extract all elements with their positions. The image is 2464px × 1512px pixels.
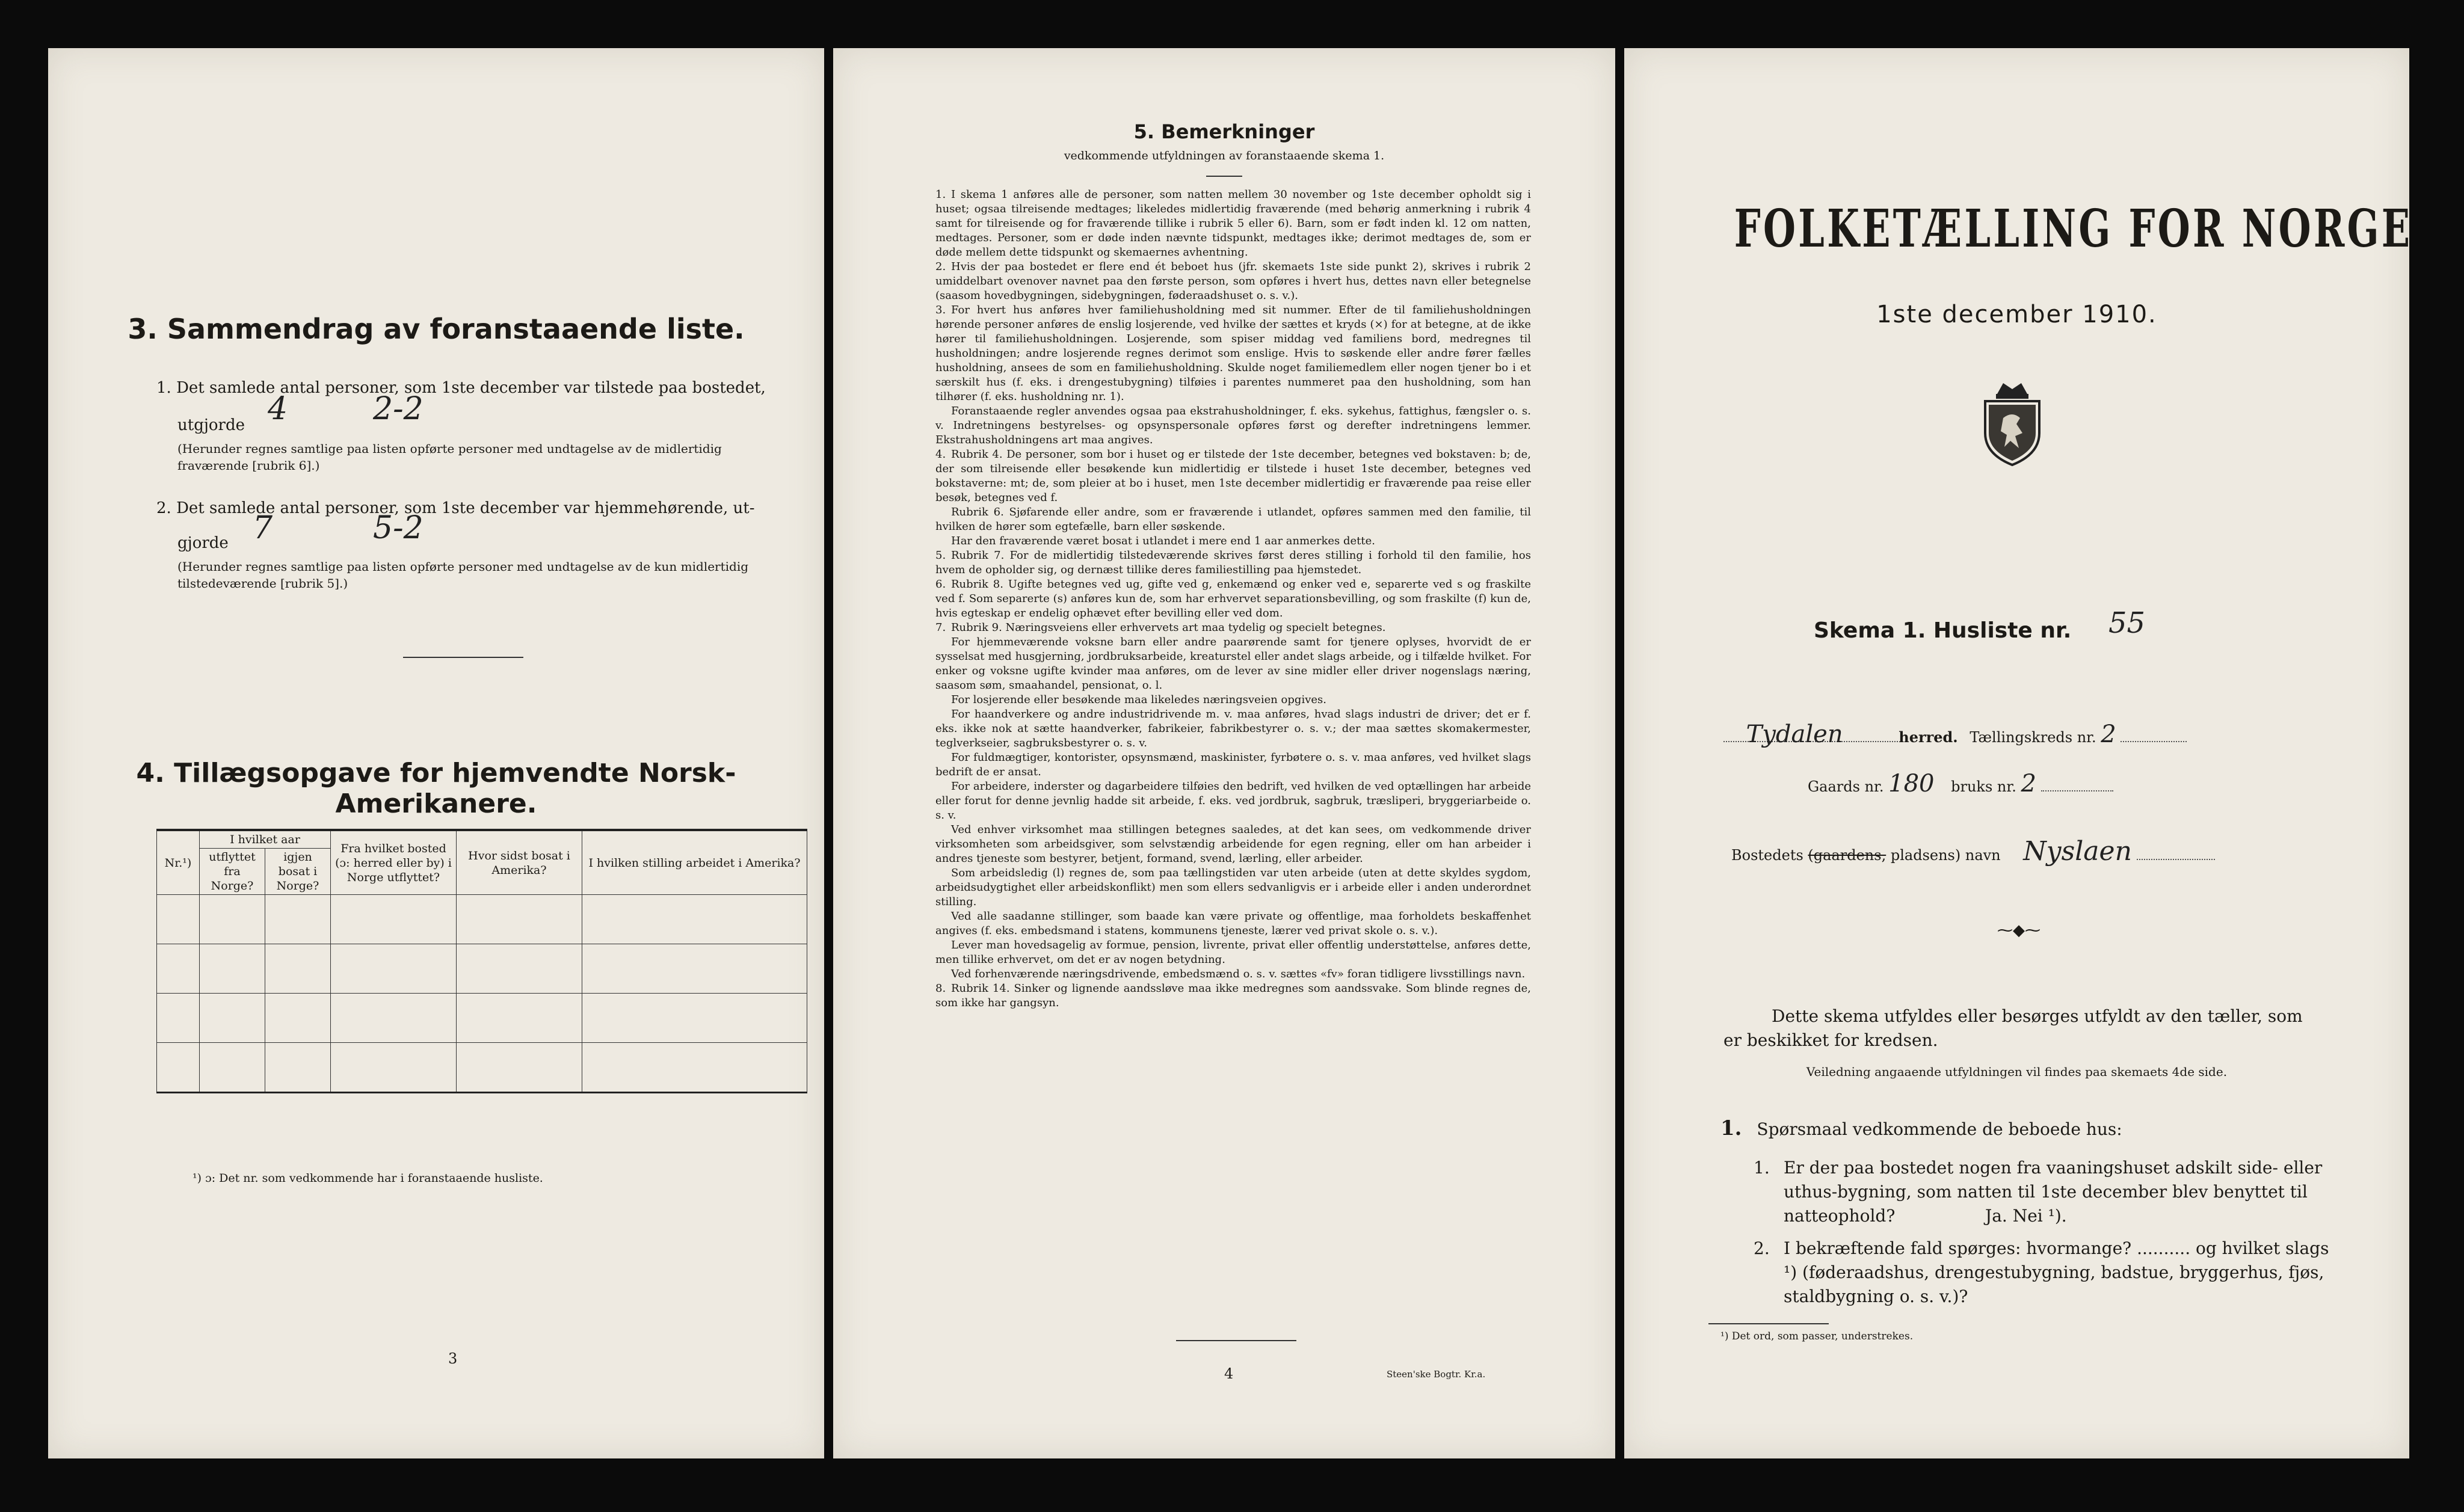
remark-text: For losjerende eller besøkende maa likeledes næringsveien opgives. [951, 693, 1326, 706]
remark-text: Foranstaaende regler anvendes ogsaa paa ekstrahusholdninger, f. eks. sykehus, fattighus, fængsler o. s. v. Indretningens bestyrelses- og opsynspersonale opføres først og derefter indretningens lemmer. Ekstrahusholdningens art maa angives. [935, 405, 1531, 446]
q-heading-num: 1. [1720, 1116, 1742, 1140]
remarks-title: 5. Bemerkninger [1133, 120, 1315, 143]
gaards-label: Gaards nr. [1808, 778, 1884, 795]
remark-text: Ved forhenværende næringsdrivende, embedsmænd o. s. v. sættes «fv» foran tidligere livsstillings navn. [951, 968, 1526, 980]
remark-number: 1. [935, 188, 946, 201]
q1-answer: Ja. Nei ¹). [1985, 1206, 2067, 1226]
remark-text: For fuldmægtiger, kontorister, opsynsmænd, maskinister, fyrbøtere o. s. v. maa anføres, ved hvilket slags bedrift de er ansat. [935, 751, 1531, 778]
questions-heading [1720, 1116, 2122, 1142]
table-row [157, 994, 807, 1043]
remark-item [935, 938, 1531, 967]
item2-gjorde-label: gjorde [177, 534, 229, 552]
remark-number: 5. [935, 549, 946, 562]
herred-value: Tydalen [1746, 721, 1843, 748]
section4-title: 4. Tillægsopgave for hjemvendte Norsk-Amerikanere. [136, 758, 736, 819]
item2-note: (Herunder regnes samtlige paa listen opførte personer med undtagelse av de kun midlertidig tilstedeværende [rubrik 5].) [177, 559, 749, 591]
bosted-line [1731, 836, 2345, 867]
item2-handwritten-total: 7 [253, 510, 273, 546]
remark-item [935, 447, 1531, 505]
husliste-number: 55 [2108, 606, 2146, 640]
printer-imprint: Steen'ske Bogtr. Kr.a. [1387, 1369, 1486, 1380]
q1-num: 1. [1754, 1158, 1770, 1178]
remark-text: For haandverkere og andre industridrivende m. v. maa anføres, hvad slags industri de driver; det er f. eks. ikke nok at sætte haandverker, fabrikeier, fabrikbestyrer o. s. v.; der maa sættes skomakermester, teglverkseier, sagbruksbestyrer o. s. v. [935, 708, 1531, 749]
remark-item [935, 549, 1531, 577]
remark-text: For hjemmeværende voksne barn eller andre paarørende samt for tjenere oplyses, hvorvidt de er sysselsat med husgjerning, jordbruksarbeide, kreaturstel eller andet slags arbeide, og i tilfælde hvilket. For enker og voksne ugifte kvinder maa anføres, om de lever av sine midler eller driver nogenslags næring, saasom søm, smaahandel, pensionat, o. l. [935, 636, 1531, 692]
divider [403, 657, 523, 658]
remark-text: Rubrik 6. Sjøfarende eller andre, som er fraværende i utlandet, opføres sammen med den familie, til hvilken de hører som egtefælle, barn eller søskende. [935, 506, 1531, 533]
remark-item [935, 505, 1531, 534]
remark-text: For arbeidere, inderster og dagarbeidere tilføies den bedrift, ved hvilken de ved optællingen har arbeide eller forut for denne jevnlig hadde sit arbeide, f. eks. ved jordbruk, sagbruk, træsliperi, bryggeriarbeide o. s. v. [935, 780, 1531, 822]
remark-item [935, 909, 1531, 938]
table-row [157, 944, 807, 994]
remark-text: Ved enhver virksomhet maa stillingen betegnes saaledes, at det kan sees, om vedkommende driver virksomheten som arbeidsgiver, som selvstændig arbeidende for egen regning, eller om han arbeider i andres tjeneste som bestyrer, betjent, formand, svend, lærling, eller arbeider. [935, 823, 1531, 865]
page-number-3: 3 [448, 1350, 458, 1367]
summary-item-2: 2. Det samlede antal personer, som 1ste december var hjemmehørende, ut- [156, 499, 755, 517]
col-igjen-bosat: igjen bosat i Norge? [265, 849, 331, 895]
summary-item-1: 1. Det samlede antal personer, som 1ste december var tilstede paa bostedet, [156, 379, 766, 397]
item1-utgjorde-label: utgjorde [177, 416, 245, 434]
divider [1176, 1340, 1296, 1341]
item1-handwritten-total: 4 [268, 391, 288, 427]
remarks-subtitle: vedkommende utfyldningen av foranstaaende skema 1. [1064, 149, 1385, 162]
remark-item [935, 707, 1531, 751]
remark-text: Hvis der paa bostedet er flere end ét beboet hus (jfr. skemaets 1ste side punkt 2), skrives i rubrik 2 umiddelbart ovenover navnet paa den første person, som opføres i hvert hus, dettes navn eller betegnelse (saasom hovedbygningen, sidebygningen, føderaadshuset o. s. v.). [935, 260, 1531, 302]
remark-text: I skema 1 anføres alle de personer, som natten mellem 30 november og 1ste december opholdt sig i huset; ogsaa tilreisende medtages; likeledes midlertidig fraværende (med behørig anmerkning i rubrik 4 samt for tilreisende og for fraværende tillike i rubrik 5 eller 6). Barn, som er født inden kl. 12 om natten, medtages. Personer, som er døde inden nævnte tidspunkt, medtages ikke; derimot medtages de, som er døde mellem dette tidspunkt og skemaernes avhentning. [935, 188, 1531, 259]
question-2: I bekræftende fald spørges: hvormange? .......... og hvilket slags ¹) (føderaadshus, drengestubygning, badstue, bryggerhus, fjøs, staldbygning o. s. v.)? [1784, 1238, 2329, 1306]
remarks-list [935, 188, 1531, 1010]
col-nr: Nr.¹) [157, 830, 200, 895]
census-title: FOLKETÆLLING FOR NORGE [1734, 198, 2413, 259]
remark-item [935, 635, 1531, 693]
table-footnote: ¹) ɔ: Det nr. som vedkommende har i foranstaaende husliste. [192, 1172, 543, 1185]
remark-text: Ved alle saadanne stillinger, som baade kan være private og offentlige, maa forholdets beskaffenhet angives (f. eks. embedsmand i statens, kommunens tjeneste, lærer ved privat skole o. s. v.). [935, 910, 1531, 937]
remark-text: Som arbeidsledig (l) regnes de, som paa tællingstiden var uten arbeide (uten at dette skyldes sygdom, arbeidsudygtighet eller arbeidskonflikt) men som ellers sedvanligvis er i arbeide eller i anden underordnet stilling. [935, 867, 1531, 908]
skema-label: Skema 1. Husliste nr. [1814, 618, 2072, 643]
kreds-label: Tællingskreds nr. [1970, 729, 2096, 746]
remark-text: Rubrik 9. Næringsveiens eller erhvervets art maa tydelig og specielt betegnes. [951, 621, 1386, 634]
remark-item [935, 982, 1531, 1010]
bosted-struck: (gaardens, [1808, 847, 1886, 864]
remark-item [935, 303, 1531, 404]
q2-num: 2. [1754, 1238, 1770, 1258]
norwegian-coat-of-arms-icon [1979, 376, 2045, 466]
col-fra-bosted: Fra hvilket bosted (ɔ: herred eller by) i Norge utflyttet? [331, 830, 457, 895]
kreds-value: 2 [2101, 721, 2116, 748]
remark-text: Lever man hovedsagelig av formue, pension, livrente, privat eller offentlig understøttelse, anføres dette, men tillike erhvervet, om det er av nogen betydning. [935, 939, 1531, 966]
table-row [157, 895, 807, 944]
remark-number: 8. [935, 982, 946, 995]
remark-text: Rubrik 7. For de midlertidig tilstedeværende skrives først deres stilling i forhold til den familie, hos hvem de opholder sig, og dernæst tillike deres familiestilling paa hjemstedet. [935, 549, 1531, 576]
remark-text: Rubrik 8. Ugifte betegnes ved ug, gifte ved g, enkemænd og enker ved e, separerte ved s og fraskilte ved f. Som separerte (s) anføres kun de, som har erhvervet separationsbevilling, og som fraskilte (f) kun de, hvis egteskap er endelig ophævet efter bevilling eller ved dom. [935, 578, 1531, 619]
divider [1206, 176, 1242, 177]
herred-line [1723, 721, 2337, 748]
remark-number: 3. [935, 304, 946, 316]
left-page [48, 48, 824, 1458]
remark-item [935, 404, 1531, 447]
item1-handwritten-breakdown: 2-2 [373, 391, 424, 427]
col-group-aar: I hvilket aar [200, 830, 331, 849]
remark-number: 7. [935, 621, 946, 634]
remark-item [935, 866, 1531, 909]
herred-label: herred. [1899, 728, 1958, 746]
remark-item [935, 577, 1531, 621]
right-footnote: ¹) Det ord, som passer, understrekes. [1720, 1330, 1914, 1342]
col-stilling: I hvilken stilling arbeidet i Amerika? [582, 830, 807, 895]
remark-number: 4. [935, 448, 946, 461]
remark-item [935, 621, 1531, 635]
section3-title: 3. Sammendrag av foranstaaende liste. [128, 313, 745, 345]
gaards-line [1808, 770, 2113, 797]
middle-page [833, 48, 1615, 1458]
bosted-value: Nyslaen [2023, 836, 2132, 867]
question-1: Er der paa bostedet nogen fra vaaningshuset adskilt side- eller uthus-bygning, som natten til 1ste december blev benyttet til natteophold? [1784, 1158, 2323, 1226]
intro-text: Dette skema utfyldes eller besørges utfyldt av den tæller, som er beskikket for kredsen. [1723, 1006, 2303, 1050]
remark-item [935, 260, 1531, 303]
col-hvor-bosat: Hvor sidst bosat i Amerika? [457, 830, 582, 895]
remark-text: Rubrik 14. Sinker og lignende aandssløve maa ikke medregnes som aandssvake. Som blinde regnes de, som ikke har gangsyn. [935, 982, 1531, 1009]
remark-item [935, 534, 1531, 549]
remark-item [935, 188, 1531, 260]
remark-item [935, 751, 1531, 779]
item2-handwritten-breakdown: 5-2 [373, 510, 424, 546]
remark-item [935, 967, 1531, 982]
bruks-label: bruks nr. [1951, 778, 2016, 795]
remark-text: For hvert hus anføres hver familiehusholdning med sit nummer. Efter de til familiehusholdningen hørende personer anføres de enslig losjerende, ved hvilke der sættes et kryds (×) for at betegne, at de ikke hører til familiehusholdningen. Losjerende, som spiser middag ved familiens bord, medregnes til husholdningen; andre losjerende regnes derimot som enslige. Hvis to søskende eller andre fører fælles husholdning, ansees de som en familiehusholdning. Skulde noget familiemedlem eller nogen tjener bo i et særskilt hus (f. eks. i drengestubygning) tilføies i parentes nummeret paa den husholdning, som han tilhører (f. eks. husholdning nr. 1). [935, 304, 1531, 403]
right-page [1624, 48, 2413, 1458]
table-row [157, 1043, 807, 1093]
divider [1708, 1323, 1829, 1324]
gaards-value: 180 [1888, 770, 1935, 797]
item1-note: (Herunder regnes samtlige paa listen opførte personer med undtagelse av de midlertidig fraværende [rubrik 6].) [177, 441, 722, 473]
remark-text: Rubrik 4. De personer, som bor i huset og er tilstede der 1ste december, betegnes ved bokstaven: b; de, der som tilreisende eller besøkende kun midlertidig er tilstede i huset 1ste december, betegnes ved bokstaverne: mt; de, som pleier at bo i huset, men 1ste december midlertidig er fraværende paa reise eller besøk, betegnes ved f. [935, 448, 1531, 504]
remark-number: 6. [935, 578, 946, 591]
col-utflyttet: utflyttet fra Norge? [200, 849, 265, 895]
q-heading: Spørsmaal vedkommende de beboede hus: [1757, 1119, 2122, 1139]
norsk-amerikanere-table [156, 829, 807, 1093]
bosted-suffix: pladsens) navn [1890, 847, 2001, 864]
remark-item [935, 779, 1531, 823]
census-date: 1ste december 1910. [1876, 301, 2157, 328]
bruks-value: 2 [2021, 770, 2036, 797]
ornament-icon: ⁓◆⁓ [1997, 921, 2040, 939]
remark-text: Har den fraværende været bosat i utlandet i mere end 1 aar anmerkes dette. [951, 535, 1375, 547]
remark-number: 2. [935, 260, 946, 273]
remark-item [935, 693, 1531, 707]
intro-small: Veiledning angaaende utfyldningen vil findes paa skemaets 4de side. [1806, 1065, 2228, 1079]
bosted-prefix: Bostedets [1731, 847, 1803, 864]
page-number-4: 4 [1224, 1365, 1234, 1382]
remark-item [935, 823, 1531, 866]
